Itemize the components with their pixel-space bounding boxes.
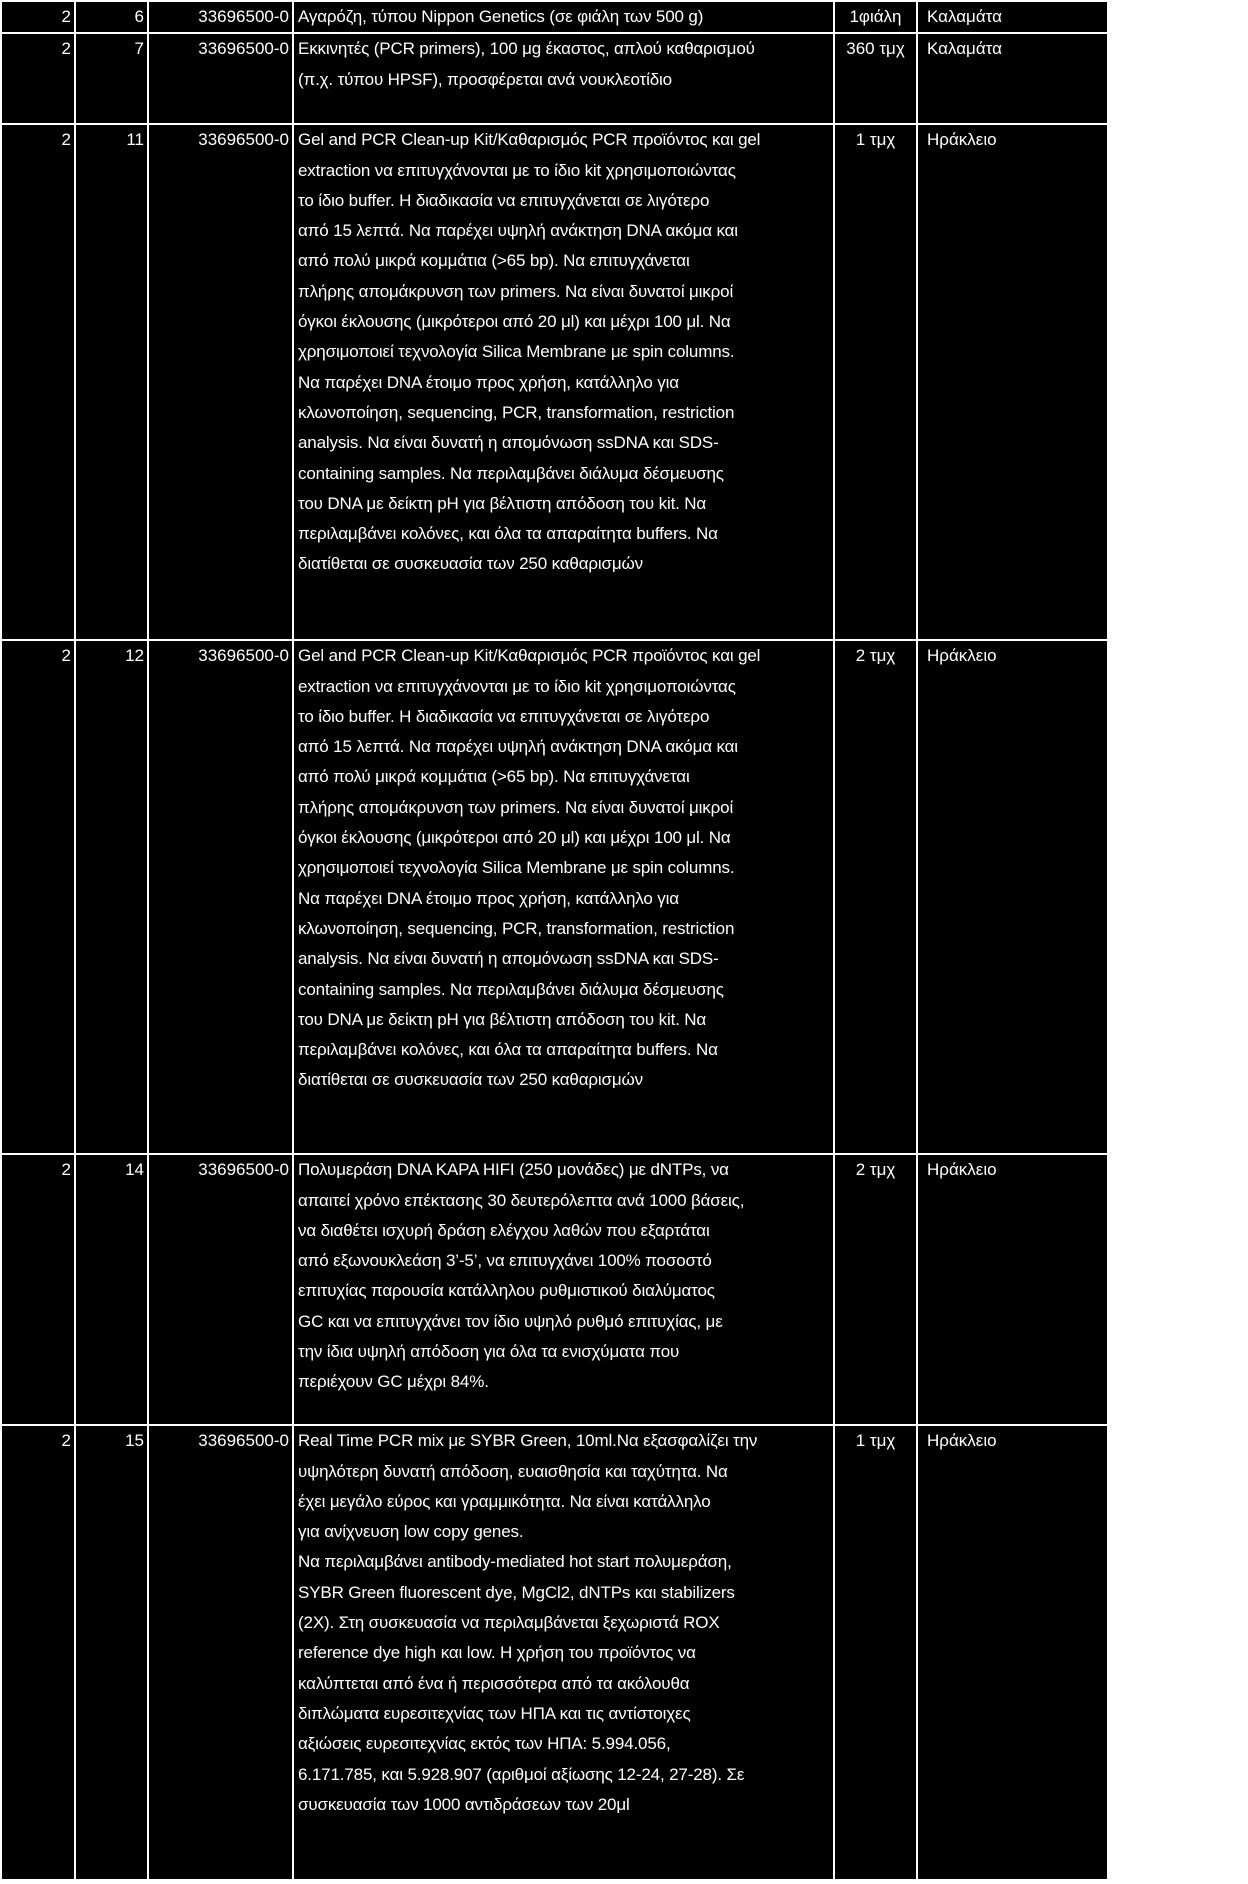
quantity-cell: 1 τμχ (834, 124, 917, 640)
description-cell: Αγαρόζη, τύπου Nippon Genetics (σε φιάλη των 500 g) (293, 1, 834, 33)
quantity-cell: 2 τμχ (834, 1154, 917, 1425)
lot-number-cell: 2 (1, 1154, 75, 1425)
table-row (1, 1, 1108, 33)
quantity-cell: 1φιάλη (834, 1, 917, 33)
table-row (1, 1425, 1108, 1880)
description-cell: Πολυμεράση DNA KAPA HIFI (250 μονάδες) με dNTPs, να απαιτεί χρόνο επέκτασης 30 δευτερόλεπτα ανά 1000 βάσεις, να διαθέτει ισχυρή δράση ελέγχου λαθών που εξαρτάται από εξωνουκλεάση 3’-5’, να επιτυγχάνει 100% ποσοστό επιτυχίας παρουσία κατάλληλου ρυθμιστικού διαλύματος GC και να επιτυγχάνει τον ίδιο υψηλό ρυθμό επιτυχίας, με την ίδια υψηλή απόδοση για όλα τα ενισχύματα που περιέχουν GC μέχρι 84%. (293, 1154, 834, 1425)
cpv-code-cell: 33696500-0 (148, 640, 293, 1154)
cpv-code-cell: 33696500-0 (148, 1425, 293, 1880)
cpv-code-cell: 33696500-0 (148, 124, 293, 640)
location-cell: Καλαμάτα (917, 33, 1108, 124)
item-number-cell: 11 (75, 124, 148, 640)
cpv-code-cell: 33696500-0 (148, 1154, 293, 1425)
quantity-cell: 360 τμχ (834, 33, 917, 124)
table-row (1, 33, 1108, 124)
location-cell: Καλαμάτα (917, 1, 1108, 33)
lot-number-cell: 2 (1, 1425, 75, 1880)
quantity-cell: 1 τμχ (834, 1425, 917, 1880)
table-row (1, 1154, 1108, 1425)
table-row (1, 124, 1108, 640)
location-cell: Ηράκλειο (917, 640, 1108, 1154)
item-number-cell: 6 (75, 1, 148, 33)
cpv-code-cell: 33696500-0 (148, 33, 293, 124)
item-number-cell: 14 (75, 1154, 148, 1425)
location-cell: Ηράκλειο (917, 124, 1108, 640)
description-cell: Real Time PCR mix με SYBR Green, 10ml.Να εξασφαλίζει την υψηλότερη δυνατή απόδοση, ευαισθησία και ταχύτητα. Να έχει μεγάλο εύρος και γραμμικότητα. Να είναι κατάλληλο για ανίχνευση low copy genes. Να περιλαμβάνει antibody-mediated hot start πολυμεράση, SYBR Green fluorescent dye, MgCl2, dNTPs και stabilizers (2X). Στη συσκευασία να περιλαμβάνεται ξεχωριστά ROX reference dye high και low. Η χρήση του προϊόντος να καλύπτεται από ένα ή περισσότερα από τα ακόλουθα διπλώματα ευρεσιτεχνίας των ΗΠΑ και τις αντίστοιχες αξιώσεις ευρεσιτεχνίας εκτός των ΗΠΑ: 5.994.056, 6.171.785, και 5.928.907 (αριθμοί αξίωσης 12-24, 27-28). Σε συσκευασία των 1000 αντιδράσεων των 20μl (293, 1425, 834, 1880)
quantity-cell: 2 τμχ (834, 640, 917, 1154)
lot-number-cell: 2 (1, 640, 75, 1154)
description-cell: Εκκινητές (PCR primers), 100 μg έκαστος, απλού καθαρισμού (π.χ. τύπου HPSF), προσφέρεται ανά νουκλεοτίδιο (293, 33, 834, 124)
lot-number-cell: 2 (1, 124, 75, 640)
location-cell: Ηράκλειο (917, 1425, 1108, 1880)
description-cell: Gel and PCR Clean-up Kit/Καθαρισμός PCR προϊόντος και gel extraction να επιτυγχάνονται με το ίδιο kit χρησιμοποιώντας το ίδιο buffer. Η διαδικασία να επιτυγχάνεται σε λιγότερο από 15 λεπτά. Να παρέχει υψηλή ανάκτηση DNA ακόμα και από πολύ μικρά κομμάτια (>65 bp). Να επιτυγχάνεται πλήρης απομάκρυνση των primers. Να είναι δυνατοί μικροί όγκοι έκλουσης (μικρότεροι από 20 μl) και μέχρι 100 μl. Να χρησιμοποιεί τεχνολογία Silica Membrane με spin columns. Να παρέχει DNA έτοιμο προς χρήση, κατάλληλο για κλωνοποίηση, sequencing, PCR, transformation, restriction analysis. Να είναι δυνατή η απομόνωση ssDNA και SDS- containing samples. Να περιλαμβάνει διάλυμα δέσμευσης του DNA με δείκτη pH για βέλτιστη απόδοση του kit. Να περιλαμβάνει κολόνες, και όλα τα απαραίτητα buffers. Να διατίθεται σε συσκευασία των 250 καθαρισμών (293, 124, 834, 640)
lot-number-cell: 2 (1, 33, 75, 124)
description-cell: Gel and PCR Clean-up Kit/Καθαρισμός PCR προϊόντος και gel extraction να επιτυγχάνονται με το ίδιο kit χρησιμοποιώντας το ίδιο buffer. Η διαδικασία να επιτυγχάνεται σε λιγότερο από 15 λεπτά. Να παρέχει υψηλή ανάκτηση DNA ακόμα και από πολύ μικρά κομμάτια (>65 bp). Να επιτυγχάνεται πλήρης απομάκρυνση των primers. Να είναι δυνατοί μικροί όγκοι έκλουσης (μικρότεροι από 20 μl) και μέχρι 100 μl. Να χρησιμοποιεί τεχνολογία Silica Membrane με spin columns. Να παρέχει DNA έτοιμο προς χρήση, κατάλληλο για κλωνοποίηση, sequencing, PCR, transformation, restriction analysis. Να είναι δυνατή η απομόνωση ssDNA και SDS- containing samples. Να περιλαμβάνει διάλυμα δέσμευσης του DNA με δείκτη pH για βέλτιστη απόδοση του kit. Να περιλαμβάνει κολόνες, και όλα τα απαραίτητα buffers. Να διατίθεται σε συσκευασία των 250 καθαρισμών (293, 640, 834, 1154)
lot-number-cell: 2 (1, 1, 75, 33)
item-number-cell: 15 (75, 1425, 148, 1880)
table-row (1, 640, 1108, 1154)
item-number-cell: 12 (75, 640, 148, 1154)
location-cell: Ηράκλειο (917, 1154, 1108, 1425)
cpv-code-cell: 33696500-0 (148, 1, 293, 33)
item-number-cell: 7 (75, 33, 148, 124)
